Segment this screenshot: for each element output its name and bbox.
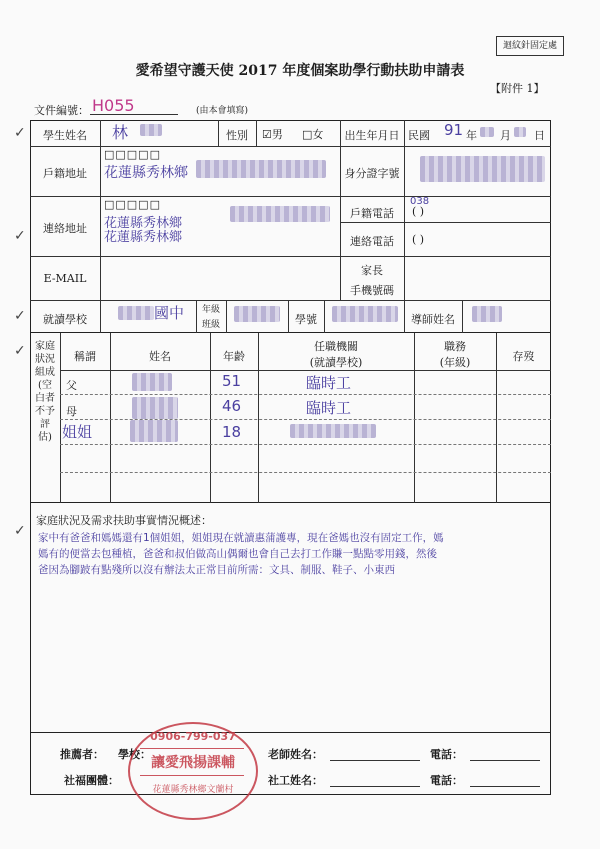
school-redacted [118, 306, 154, 320]
household-phone-handwritten: 038 [410, 196, 430, 207]
form-title: 愛希望守護天使 2017 年度個案助學行動扶助申請表 [135, 63, 465, 79]
table-row-age-3[interactable]: 18 [222, 423, 242, 441]
dob-day-unit: 日 [534, 129, 545, 142]
table-row-age-1[interactable]: 51 [222, 372, 242, 390]
recommender-school-label: 學校： [118, 748, 151, 761]
attachment-label: 【附件 1】 [490, 82, 545, 95]
email-label: E-MAIL [43, 272, 87, 285]
stamp-center: 讓愛飛揚課輔 [151, 755, 235, 771]
dob-label: 出生年月日 [344, 129, 400, 142]
dob-year-unit: 年 [466, 129, 477, 142]
contact-address-redacted [230, 206, 330, 222]
contact-phone-label: 連絡電話 [350, 235, 394, 248]
welfare-group-label: 社福團體： [64, 774, 119, 787]
family-header-status: 存歿 [512, 350, 535, 363]
margin-check-2: ✓ [14, 228, 26, 244]
social-worker-label: 社工姓名： [268, 774, 323, 787]
student-number-redacted [332, 306, 398, 322]
doc-number-note: (由本會填寫) [196, 106, 249, 116]
gender-label: 性別 [226, 129, 248, 142]
school-label: 就讀學校 [43, 313, 87, 326]
household-address-label: 戶籍地址 [43, 167, 87, 180]
narrative-line-3[interactable]: 爸因為腳跛有點殘所以沒有辦法太正常目前所需：文具、制服、鞋子、小東西 [38, 564, 395, 576]
dob-month-unit: 月 [500, 129, 511, 142]
household-phone-label: 戶籍電話 [350, 207, 394, 220]
family-header-title: 稱謂 [74, 350, 96, 363]
student-name-value[interactable]: 林 [112, 123, 129, 142]
dob-day-redacted [514, 127, 526, 137]
table-row-title-1: 父 [66, 379, 77, 392]
recommender-phone-label: 電話： [430, 748, 463, 761]
student-number-label: 學號 [295, 313, 317, 326]
narrative-line-2[interactable]: 媽有的便當去包種植，爸爸和叔伯做高山偶爾也會自己去打工作賺一點點零用錢，然後 [38, 548, 437, 560]
stamp-phone: 0906-799-037 [150, 730, 236, 743]
dob-month-redacted [480, 127, 494, 137]
dob-era: 民國 [408, 129, 430, 142]
organization-stamp [128, 722, 258, 820]
margin-check-4: ✓ [14, 343, 26, 359]
contact-address-label: 連絡地址 [43, 222, 87, 235]
student-name-redacted [140, 124, 162, 136]
table-row-title-3[interactable]: 姐姐 [62, 423, 93, 441]
table-row-job-1[interactable]: 臨時工 [306, 374, 352, 392]
contact-address-value-2: 花蓮縣秀林鄉 [104, 230, 183, 245]
family-header-age: 年齡 [223, 350, 245, 363]
household-address-zip[interactable]: □□□□□ [104, 148, 161, 161]
doc-number-underline [90, 114, 178, 115]
stamp-bottom: 花蓮縣秀林鄉文蘭村 [152, 785, 234, 795]
welfare-phone-label: 電話： [430, 774, 463, 787]
guardian-mobile-label-2: 手機號碼 [350, 284, 394, 297]
doc-number-value: H055 [92, 96, 135, 115]
narrative-line-1[interactable]: 家中有爸爸和媽媽還有1個姐姐，姐姐現在就讀惠蒲護專，現在爸媽也沒有固定工作，媽 [38, 532, 444, 544]
margin-check-5: ✓ [14, 523, 26, 539]
email-field[interactable] [102, 258, 338, 298]
grade-label-2: 班級 [201, 320, 220, 330]
family-header-position-sub: (年級) [439, 356, 471, 369]
grade-label-1: 年級 [201, 305, 220, 315]
mentor-redacted [472, 306, 502, 322]
family-header-name: 姓名 [149, 350, 171, 363]
mentor-label: 導師姓名 [411, 313, 455, 326]
table-row-title-2: 母 [66, 405, 77, 418]
student-name-label: 學生姓名 [43, 129, 87, 142]
family-header-employer: 任職機關 [314, 340, 358, 353]
household-phone-value[interactable]: ( ) [412, 205, 425, 218]
margin-check-1: ✓ [14, 125, 26, 141]
family-header-position: 職務 [444, 340, 466, 353]
household-address-redacted [196, 160, 326, 178]
family-header-employer-sub: (就讀學校) [309, 356, 363, 369]
table-row-name-2-redacted [132, 397, 178, 419]
id-number-label: 身分證字號 [344, 167, 400, 180]
paperclip-box: 迴紋針固定處 [496, 36, 564, 56]
contact-phone-value[interactable]: ( ) [412, 233, 425, 246]
guardian-mobile-label-1: 家長 [361, 264, 383, 277]
table-row-job-2[interactable]: 臨時工 [306, 399, 352, 417]
family-side-label: 家庭狀況組成(空白者不予評估) [35, 341, 55, 443]
table-row-job-3-redacted [290, 424, 376, 438]
contact-address-zip[interactable]: □□□□□ [104, 198, 161, 211]
narrative-label: 家庭狀況及需求扶助事實情況概述： [36, 514, 212, 527]
id-number-redacted [420, 156, 545, 182]
school-value[interactable]: 國中 [154, 304, 185, 322]
recommender-label: 推薦者： [60, 748, 104, 761]
gender-female-checkbox[interactable]: □女 [302, 128, 324, 141]
dob-year-value[interactable]: 91 [444, 121, 464, 139]
gender-male-checkbox[interactable]: ☑男 [262, 128, 283, 141]
grade-redacted [234, 306, 280, 322]
doc-number-label: 文件編號： [34, 104, 89, 117]
teacher-name-label: 老師姓名： [268, 748, 323, 761]
margin-check-3: ✓ [14, 308, 26, 324]
household-address-value[interactable]: 花蓮縣秀林鄉 [104, 165, 188, 181]
table-row-age-2[interactable]: 46 [222, 397, 242, 415]
table-row-name-1-redacted [132, 373, 172, 391]
table-row-name-3-redacted [130, 420, 178, 442]
contact-address-value[interactable]: 花蓮縣秀林鄉 [104, 216, 183, 231]
